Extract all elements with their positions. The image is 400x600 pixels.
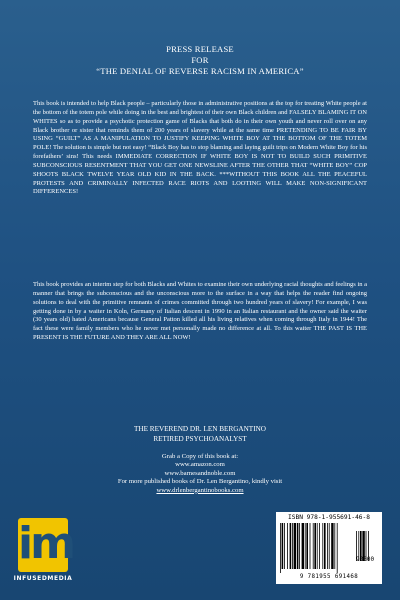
press-release-for: FOR	[191, 55, 209, 65]
publisher-logo-icon	[18, 518, 73, 572]
book-title: “THE DENIAL OF REVERSE RACISM IN AMERICA”	[96, 66, 304, 76]
amazon-link[interactable]: www.amazon.com	[175, 461, 225, 469]
publisher-name: INFUSEDMEDIA	[13, 575, 73, 582]
author-website-link[interactable]: www.drlenbergantinobooks.com	[156, 486, 244, 494]
barcode-bars-icon	[280, 523, 378, 573]
press-release-label: PRESS RELEASE	[166, 44, 234, 54]
purchase-links	[0, 453, 400, 495]
author-signature	[0, 424, 400, 444]
publisher-logo	[12, 518, 74, 588]
price-code: 90000	[356, 556, 375, 563]
isbn-barcode	[276, 512, 382, 584]
description-paragraph-2: This book provides an interim step for both Blacks and Whites to examine their own underlying racial thoughts and feelings in a manner that brings the subconscious and the unconscious more to the surface in a way that helps the reader find ongoing solutions to deal with the primitive remnants of crimes committed through two hundred years of slavery! For example, I was getting done in by a waiter in Koln, Germany of Italian descent in 1990 in an Italian restaurant and the owner said the waiter (30 years old) hated Americans because General Patton killed all his living relatives when coming through Italy in 1944! The fact these were family members who he never met personally made no difference at all. To this waiter THE PAST IS THE PRESENT IS THE FUTURE AND THEY ARE ALL NOW!	[33, 281, 368, 342]
press-release-header	[0, 44, 400, 77]
author-name: THE REVEREND DR. LEN BERGANTINO	[134, 425, 266, 433]
description-paragraph-1: This book is intended to help Black people – particularly those in administrative positions at the top for treating White people at the bottom of the totem pole while doing in the best and brightest of their own Black children and FALSELY BLAMING IT ON WHITES so as to provide a psychotic protection game of Blacks that both do in their own youth and never roll over on any Black brother or sister that reminds them of 200 years of slavery while at the same time PRETENDING TO BE FAIR BY USING “GUILT” AS A MANIPULATION TO JUSTIFY KEEPING WHITE BOY AT THE BOTTOM OF THE TOTEM POLE! The solution is simple but not easy! “Black Boy has to stop blaming and laying guilt trips on Modern White Boy for his forefathers’ sins! This needs IMMEDIATE CORRECTION IF WHITE BOY IS NOT TO BUILD SUCH PRIMITIVE SUBCONSCIOUS RESENTMENT THAT YOU GET ONE NEWSLINE AFTER THE OTHER THAT “WHITE BOY” COP SHOOTS BLACK TWELVE YEAR OLD KID IN THE BACK. ***WITHOUT THIS BOOK ALL THE PEACEFUL PROTESTS AND CRIMINALLY INFECTED RACE RIOTS AND LOOTING WILL MAKE NON-SIGNIFICANT DIFFERENCES!	[33, 100, 367, 196]
barcode-digits: 9 781955 691468	[299, 574, 359, 580]
barnesandnoble-link[interactable]: www.barnesandnoble.com	[164, 469, 236, 477]
isbn-number: ISBN 978-1-955691-46-8	[288, 514, 370, 521]
author-title: RETIRED PSYCHOANALYST	[153, 435, 247, 443]
publisher-logo-letters: im	[18, 518, 73, 569]
more-books-text: For more published books of Dr. Len Bergantino, kindly visit	[117, 478, 283, 486]
purchase-intro: Grab a Copy of this book at:	[161, 453, 239, 460]
